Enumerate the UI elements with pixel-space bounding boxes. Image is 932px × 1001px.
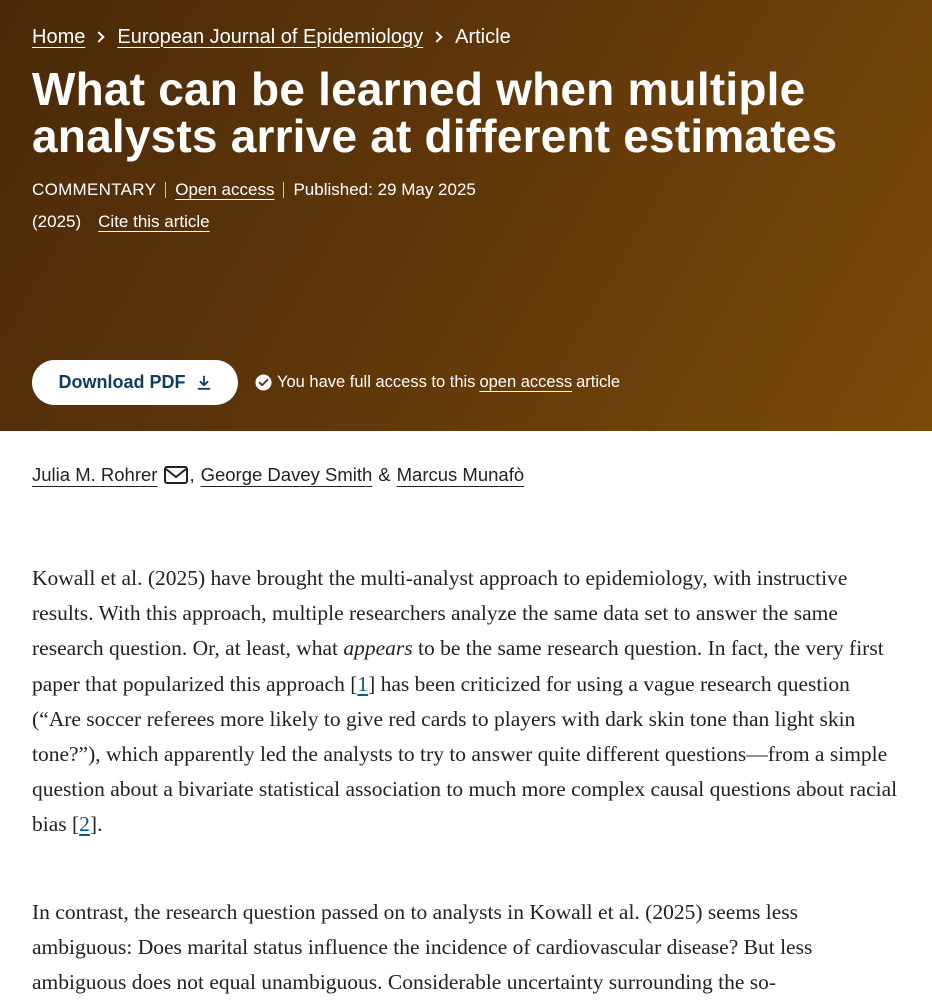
open-access-link[interactable]: Open access (175, 180, 275, 199)
breadcrumb (32, 22, 511, 52)
reference-link-2[interactable]: 2 (79, 812, 90, 837)
author-ampersand: & (378, 464, 391, 485)
mail-icon[interactable] (163, 465, 189, 485)
cite-article-link[interactable]: Cite this article (98, 212, 210, 231)
chevron-right-icon (94, 31, 105, 42)
download-pdf-button[interactable] (32, 360, 238, 405)
check-circle-icon (255, 374, 272, 391)
author-link-rohrer[interactable]: Julia M. Rohrer (32, 464, 158, 485)
article-paragraph (32, 561, 902, 843)
access-suffix: article (576, 372, 621, 391)
article-title: What can be learned when multiple analysts arrive at different estimates (32, 63, 838, 162)
access-notice (255, 368, 620, 396)
paragraph-text: to be the same research question. In fact, the very first paper that popularized this approach [ (32, 636, 884, 696)
author-link-munafo[interactable]: Marcus Munafò (396, 464, 525, 485)
article-type: COMMENTARY (32, 180, 157, 199)
author-link-davey-smith[interactable]: George Davey Smith (200, 464, 373, 485)
download-pdf-label: Download PDF (58, 372, 186, 392)
article-header (0, 0, 932, 431)
article-year: (2025) (32, 212, 82, 231)
paragraph-text: Kowall et al. (2025) have brought the multi-analyst approach to epidemiology, with instructive results. With this approach, multiple researchers analyze the same data set to answer the same research question. Or, at least, what (32, 566, 848, 661)
reference-link-1[interactable]: 1 (357, 671, 369, 696)
download-icon (196, 375, 212, 391)
published-date: Published: 29 May 2025 (293, 180, 476, 199)
article-meta-secondary (32, 209, 210, 235)
paragraph-text: ] has been criticized for using a vague research question (“Are soccer referees more likely to give red cards to players with dark skin tone than light skin tone?”), which apparently led the analysts to try to answer quite different questions—from a simple question about a bivariate statistical association to much more complex causal questions about racial bias [ (32, 671, 898, 837)
author-separator: , (189, 464, 195, 485)
paragraph-text: ]. (89, 812, 103, 837)
chevron-right-icon (431, 31, 442, 42)
divider (165, 182, 166, 198)
article-paragraph: In contrast, the research question passed on to analysts in Kowall et al. (2025) seems less ambiguous: Does marital status influence the incidence of cardiovascular disease? But less ambiguous does not equal unambiguous. Considerable uncertainty surrounding the so- (32, 900, 813, 995)
divider (283, 182, 284, 198)
open-access-info-link[interactable]: open access (479, 372, 573, 391)
access-prefix: You have full access to this (277, 372, 476, 391)
breadcrumb-current: Article (455, 25, 511, 48)
breadcrumb-journal-link[interactable]: European Journal of Epidemiology (117, 25, 424, 48)
article-meta (32, 177, 476, 203)
author-list (32, 460, 524, 490)
breadcrumb-home-link[interactable]: Home (32, 25, 86, 48)
emphasis-text: appears (343, 636, 413, 661)
